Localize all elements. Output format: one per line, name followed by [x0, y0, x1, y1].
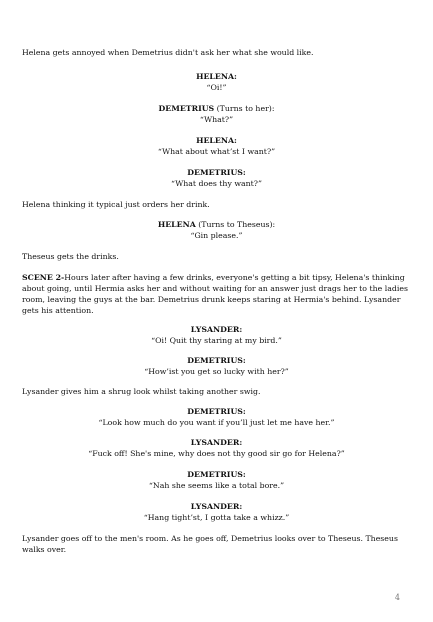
dialogue-line: “What about what’st I want?”: [157, 147, 276, 156]
dialogue-block: [0, 437, 433, 459]
dialogue-line: “Nah she seems like a total bore.”: [148, 481, 285, 490]
character-label: DEMETRIUS: [158, 104, 215, 113]
page-number: 4: [394, 593, 400, 602]
parenthetical: (Turns to her):: [214, 104, 275, 113]
dialogue-line: “Fuck off! She's mine, why does not thy good sir go for Helena?”: [88, 449, 345, 458]
dialogue-line: “What does thy want?”: [171, 179, 262, 188]
action-line: Theseus gets the drinks.: [22, 252, 119, 261]
character-label: LYSANDER:: [190, 502, 243, 511]
dialogue-block: [0, 501, 433, 523]
character-label: HELENA:: [196, 72, 237, 81]
character-name: [0, 71, 433, 82]
character-name: [0, 219, 433, 230]
character-name: [0, 437, 433, 448]
action-line: Helena thinking it typical just orders her drink.: [22, 200, 210, 209]
dialogue-block: [0, 135, 433, 157]
dialogue-block: [0, 355, 433, 377]
dialogue-block: [0, 167, 433, 189]
scene-text: Hours later after having a few drinks, everyone's getting a bit tipsy, Helena's thinking about going, until Hermia asks her and without waiting for an answer just drags her to the ladies room, leaving the guys at the bar. Demetrius drunk keeps staring at Hermia's behind. Lysander gets his attention.: [22, 273, 408, 315]
character-label: HELENA: [157, 220, 196, 229]
dialogue-block: [0, 71, 433, 93]
scene-description: [22, 272, 414, 316]
character-name: [0, 355, 433, 366]
dialogue-block: [0, 324, 433, 346]
dialogue-block: [0, 103, 433, 125]
dialogue-block: [0, 219, 433, 241]
character-label: DEMETRIUS:: [187, 168, 246, 177]
scene-heading: SCENE 2-: [22, 273, 65, 282]
dialogue-block: [0, 406, 433, 428]
dialogue-line: “How’ist you get so lucky with her?”: [144, 367, 289, 376]
dialogue-line: “What?”: [199, 115, 234, 124]
action-line: Helena gets annoyed when Demetrius didn't ask her what she would like.: [22, 48, 314, 57]
character-name: [0, 167, 433, 178]
character-label: DEMETRIUS:: [187, 407, 246, 416]
dialogue-line: “Hang tight’st, I gotta take a whizz.”: [143, 513, 290, 522]
character-name: [0, 501, 433, 512]
dialogue-line: “Look how much do you want if you’ll just let me have her.”: [98, 418, 335, 427]
character-label: LYSANDER:: [190, 438, 243, 447]
dialogue-line: “Oi!”: [206, 83, 227, 92]
character-label: LYSANDER:: [190, 325, 243, 334]
action-line: Lysander goes off to the men's room. As he goes off, Demetrius looks over to Theseus. Theseus walks over.: [22, 534, 398, 554]
action-line: Lysander gives him a shrug look whilst taking another swig.: [22, 387, 261, 396]
dialogue-line: “Oi! Quit thy staring at my bird.”: [151, 336, 282, 345]
character-label: HELENA:: [196, 136, 237, 145]
character-name: [0, 469, 433, 480]
character-name: [0, 103, 433, 114]
character-name: [0, 324, 433, 335]
dialogue-line: “Gin please.”: [190, 231, 243, 240]
character-name: [0, 135, 433, 146]
character-label: DEMETRIUS:: [187, 470, 246, 479]
parenthetical: (Turns to Theseus):: [195, 220, 276, 229]
dialogue-block: [0, 469, 433, 491]
character-name: [0, 406, 433, 417]
character-label: DEMETRIUS:: [187, 356, 246, 365]
